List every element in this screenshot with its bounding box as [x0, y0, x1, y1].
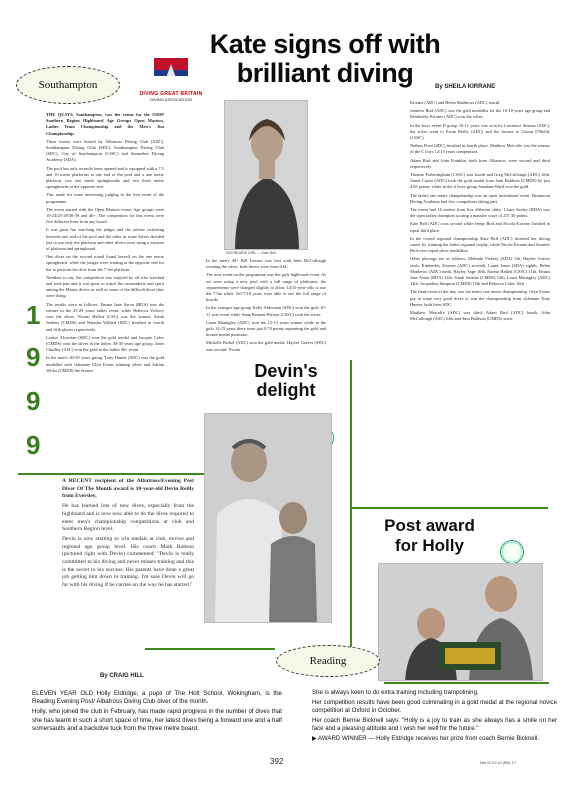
diver-logo-icon	[136, 56, 206, 86]
devin-coach-photo	[204, 413, 332, 623]
page-number: 392	[270, 757, 284, 766]
paragraph: The ladies one metre championship was an open invitational event. Beaumont Diving Academy had five competitors taking part.	[410, 192, 550, 204]
paragraph: Michelle Bickel (ADC) won the gold medal, Haylee Graves (SDC) was second, Nicola	[206, 340, 326, 352]
paragraph: Holly, who joined the club in February, has made rapid progress in the number of dives that she has learnt in such a short space of time, her latest dives being a forward one and a half somersaults and a backdive tuck from the three metre board.	[32, 708, 282, 732]
devin-byline: By CRAIG HILL	[100, 673, 144, 679]
paragraph: The event had 16 entries from five different clubs. Claire Seeley (BDA) was the open ladies champion scoring a massive score of 257.30 points.	[410, 207, 550, 219]
footnote: Mar 02 0.0 10 (Ref) 1/7	[480, 761, 517, 765]
devin-and-coach-image	[205, 414, 332, 623]
holly-and-coach-image	[379, 564, 543, 681]
holly-headline: Post award for Holly	[384, 516, 475, 555]
photo-caption: ▶ AWARD WINNER — Holly Eldridge receives her prize from coach Bernie Bicknell.	[312, 735, 540, 742]
paragraph: He has learned lots of new dives, especially from the highboard and is now now able to do the dives required to enter men's championship competitions at club and Southern Region level.	[62, 503, 194, 533]
paragraph: This made for some interesting judging in the first event of the programme.	[46, 192, 164, 204]
location-badge-reading: Reading	[276, 645, 380, 677]
paragraph: Louise Alcorrian (SDC) won the gold medal and Jacquie Coles (CMDS) won the silver in the ladies 30-39 years age group. Janet Chudley (ASC) won the gold in the ladies 40+ event.	[46, 334, 164, 353]
paragraph: Laura Matingley (ADC) won the 12-13 years winner while in the girls 14-15 years there were just 0.70 points separating the gold and bronze medal positions.	[206, 319, 326, 338]
main-article-col1	[46, 112, 164, 500]
paragraph: ELEVEN YEAR OLD Holly Eldridge, a pupil of The Holt School, Wokingham, is the Reading Evening Post/ Albatross Diving Club diver of the month.	[32, 690, 282, 706]
paragraph: Kirrane (ADC) and Helen Matthews (ADC) fourth.	[410, 100, 501, 105]
logo-subtitle: DIVING ASSOCIATION	[150, 97, 192, 102]
diver-photo	[224, 100, 308, 250]
score-3: 9	[26, 386, 41, 416]
paragraph: Jennifer Bird (ADC) was the gold medallist for the 16-18 years age group and Kimberley Kirrane (ADC) won the silver.	[410, 108, 550, 120]
paragraph: In the closed regional championship Kate Bell (ADC) finished her diving career by winning the ladies regional trophy, while Nicola Kirrane and Jennifer Bird were equal silver medallists.	[410, 235, 550, 254]
score-4: 9	[26, 430, 41, 460]
logo-title: DIVING GREAT BRITAIN	[139, 91, 203, 97]
paragraph: Devin is now starting to win medals at club, novice and regional age group level. His coach Mark Robson (pictured right with Devin) commented: "Devin is really committed to his diving and never misses training and this is the secret to his success. His parents have done a great job getting him down to training. I'm sure Devin will go far with his diving if he carries on the way he has started."	[62, 535, 194, 589]
holly-article-col2	[312, 689, 557, 743]
main-article-lead: THE QUAYS, Southampton, was the venue for the OSDP Southern Region Highboard Age Groups Open Masters, Ladies Team Championship and the Men's Jim Championship.	[46, 112, 164, 136]
club-crest-icon	[500, 540, 524, 564]
paragraph: The pool has only recently been opened and is equipped with a 7.5 and 10 metre platforms at one end of the pool and a one metre platform, two one metre springboards and two three metre springboards at the opposite end.	[46, 165, 164, 190]
paragraph: Nathan Frost (SDC) finished in fourth place. Matthew Metcalfe was the winner of the C boys 12/13 years competition.	[410, 143, 550, 155]
devin-box-right-border	[350, 360, 352, 675]
paragraph: Needless to say, the competition was enjoyed by all who watched and took part and it was great to watch the camaraderie and spirit among the Master divers as well as some of the difficult dives they were doing.	[46, 274, 164, 299]
devin-lead: A RECENT recipient of the Albatross/Evening Post Diver Of The Month award is 10-year-old Devin Reilly from Eversley.	[62, 478, 194, 500]
paragraph: It was great fun watching the judges and the referee switching between one end of the pool and the other as some divers decided just to use only the platform and other divers were using a mixture of platform and springboard.	[46, 227, 164, 252]
paragraph: In the boys event D group 10-11 years was won by Lawrence Simons (SDC), the silver went to Ewan Reilly (ADC) and the bronze to Ciaran O'Reilly (CSSC).	[410, 122, 550, 141]
paragraph: Adam Bird and John Franklin, both from Albatross, were second and third respectively.	[410, 157, 550, 169]
paragraph: In the men's 30-39 years group, Tony Hunter (SDC) was the gold medallist with clubmate Glyn Evans winning silver and Adrian Wicks (CMDS) the bronze.	[46, 355, 164, 373]
holly-award-photo	[378, 563, 543, 681]
paragraph: The results were as follows: Emma Jane Aston (BDA) was the winner in the 25-29 years ladies event, while Rebecca Vickery won the silver, Naomi Hallett (CSC) was the winner, Sarah Jenkins (CMDS) and Natasha Willard (SDC) finished in fourth and fifth places respectively.	[46, 301, 164, 332]
paragraph: Thomas Fotheringham (CSSC) was fourth and Greg McCullough (ADC) fifth. James Carter (ADC) took the gold medal from Sam Baldwin (CMDS) by just 4.85 points, while in the A boys group Jonathan Ward won the gold.	[410, 172, 550, 190]
main-article-col2	[206, 258, 326, 358]
paragraph: One diver on the second round found herself on the one metre springboard, while the judges were waiting at the opposite end for her to perform her dive from the 7.5m platform.	[46, 254, 164, 272]
score-1: 1	[26, 300, 41, 330]
paragraph: Her coach Bernie Bicknell says: "Holly is a joy to train as she always has a smile on her face and a pleasing attitude and I wish her well for the future."	[312, 717, 557, 732]
devin-article	[62, 478, 194, 658]
paragraph: Kate Bell (ADC) was second while Jenny Bird and Nicola Kirrane finished in equal third place.	[410, 221, 550, 233]
byline: By SHEILA KIRRANE	[435, 84, 496, 90]
main-article-col3	[410, 100, 550, 476]
devin-box-top-border	[18, 473, 233, 475]
paragraph: She is always keen to do extra training including trampolining.	[312, 689, 479, 696]
holly-article-col1	[32, 690, 282, 733]
devin-headline: Devin's delight	[254, 361, 318, 400]
paragraph: The final event of the day was the men's one metre championship. Glyn Evans put in some very good dives to win the championship from clubmate Tony Hunter, both from SDC.	[410, 289, 550, 307]
main-headline: Kate signs off with brilliant diving	[209, 29, 441, 88]
devin-bottom-border	[145, 648, 275, 650]
paragraph: Other placings are as follows: Melinda Vickery (SDA) 5th, Haylee Graves sixth, Kimberley Kirrane (ADC) seventh, Laura Jones (SDA) eighth, Helen Matthews (ADC) ninth, Hayley Sage 10th, Naomi Hallett (CSSC) 11th, Emma Jane Aston (BDA) 12th, Sarah Jenkins (CMDS) 13th, Laura Matingley (ADC) 14th, Jacqueline Simpson (CMDS) 15th and Rebecca Coles 16th.	[410, 256, 550, 287]
holly-box-top-border	[350, 507, 548, 509]
paragraph: Matthew Metcalfe (ADC) was third, Adam Bird (ADC) fourth, John McCullough (ASC) fifth and Sam Baldwin (CMDS) sixth.	[410, 310, 550, 322]
paragraph: Her competition results have been good culminating in a gold medal at the regional novice competition at Oxford in October.	[312, 699, 557, 714]
holly-box-bottom-border	[384, 682, 549, 684]
photo-caption: HIGHBOARD GIRL — Kate Bell	[226, 251, 276, 255]
diving-logo	[136, 56, 206, 102]
paragraph: The next event on the programme was the girls highboard event. As we were using a new pool with a full range of platforms, the requirements were changed slightly to allow 14/15-year-olds to use the 7.5m while 16/17/18 years were able to use the full range of boards.	[206, 272, 326, 303]
paragraph: These events were hosted by Albatross Diving Club (ADC), Southampton Diving Club (SDC), Southampton Diving Club (SDC), City of Southampton (CSSC) and Sunseeker Diving Academy (SDA).	[46, 138, 164, 163]
diver-girl-image	[225, 101, 308, 250]
location-badge-southampton: Southampton	[16, 66, 120, 104]
paragraph: In the younger age group Kelly Alderman (SDC) won the girls 10-11 year event while Anna Bennett-Britton (CSSC) took the silver.	[206, 305, 326, 317]
paragraph: In the men's 40+ Bill Lemaw was first with John McCullough winning the silver, both divers were from ASC.	[206, 258, 326, 270]
paragraph: The event started with the Open Masters event. Age groups were 19-24/25-29/30-39 and 40+. The competitors for this event were five different lines from any board.	[46, 206, 164, 225]
score-2: 9	[26, 342, 41, 372]
